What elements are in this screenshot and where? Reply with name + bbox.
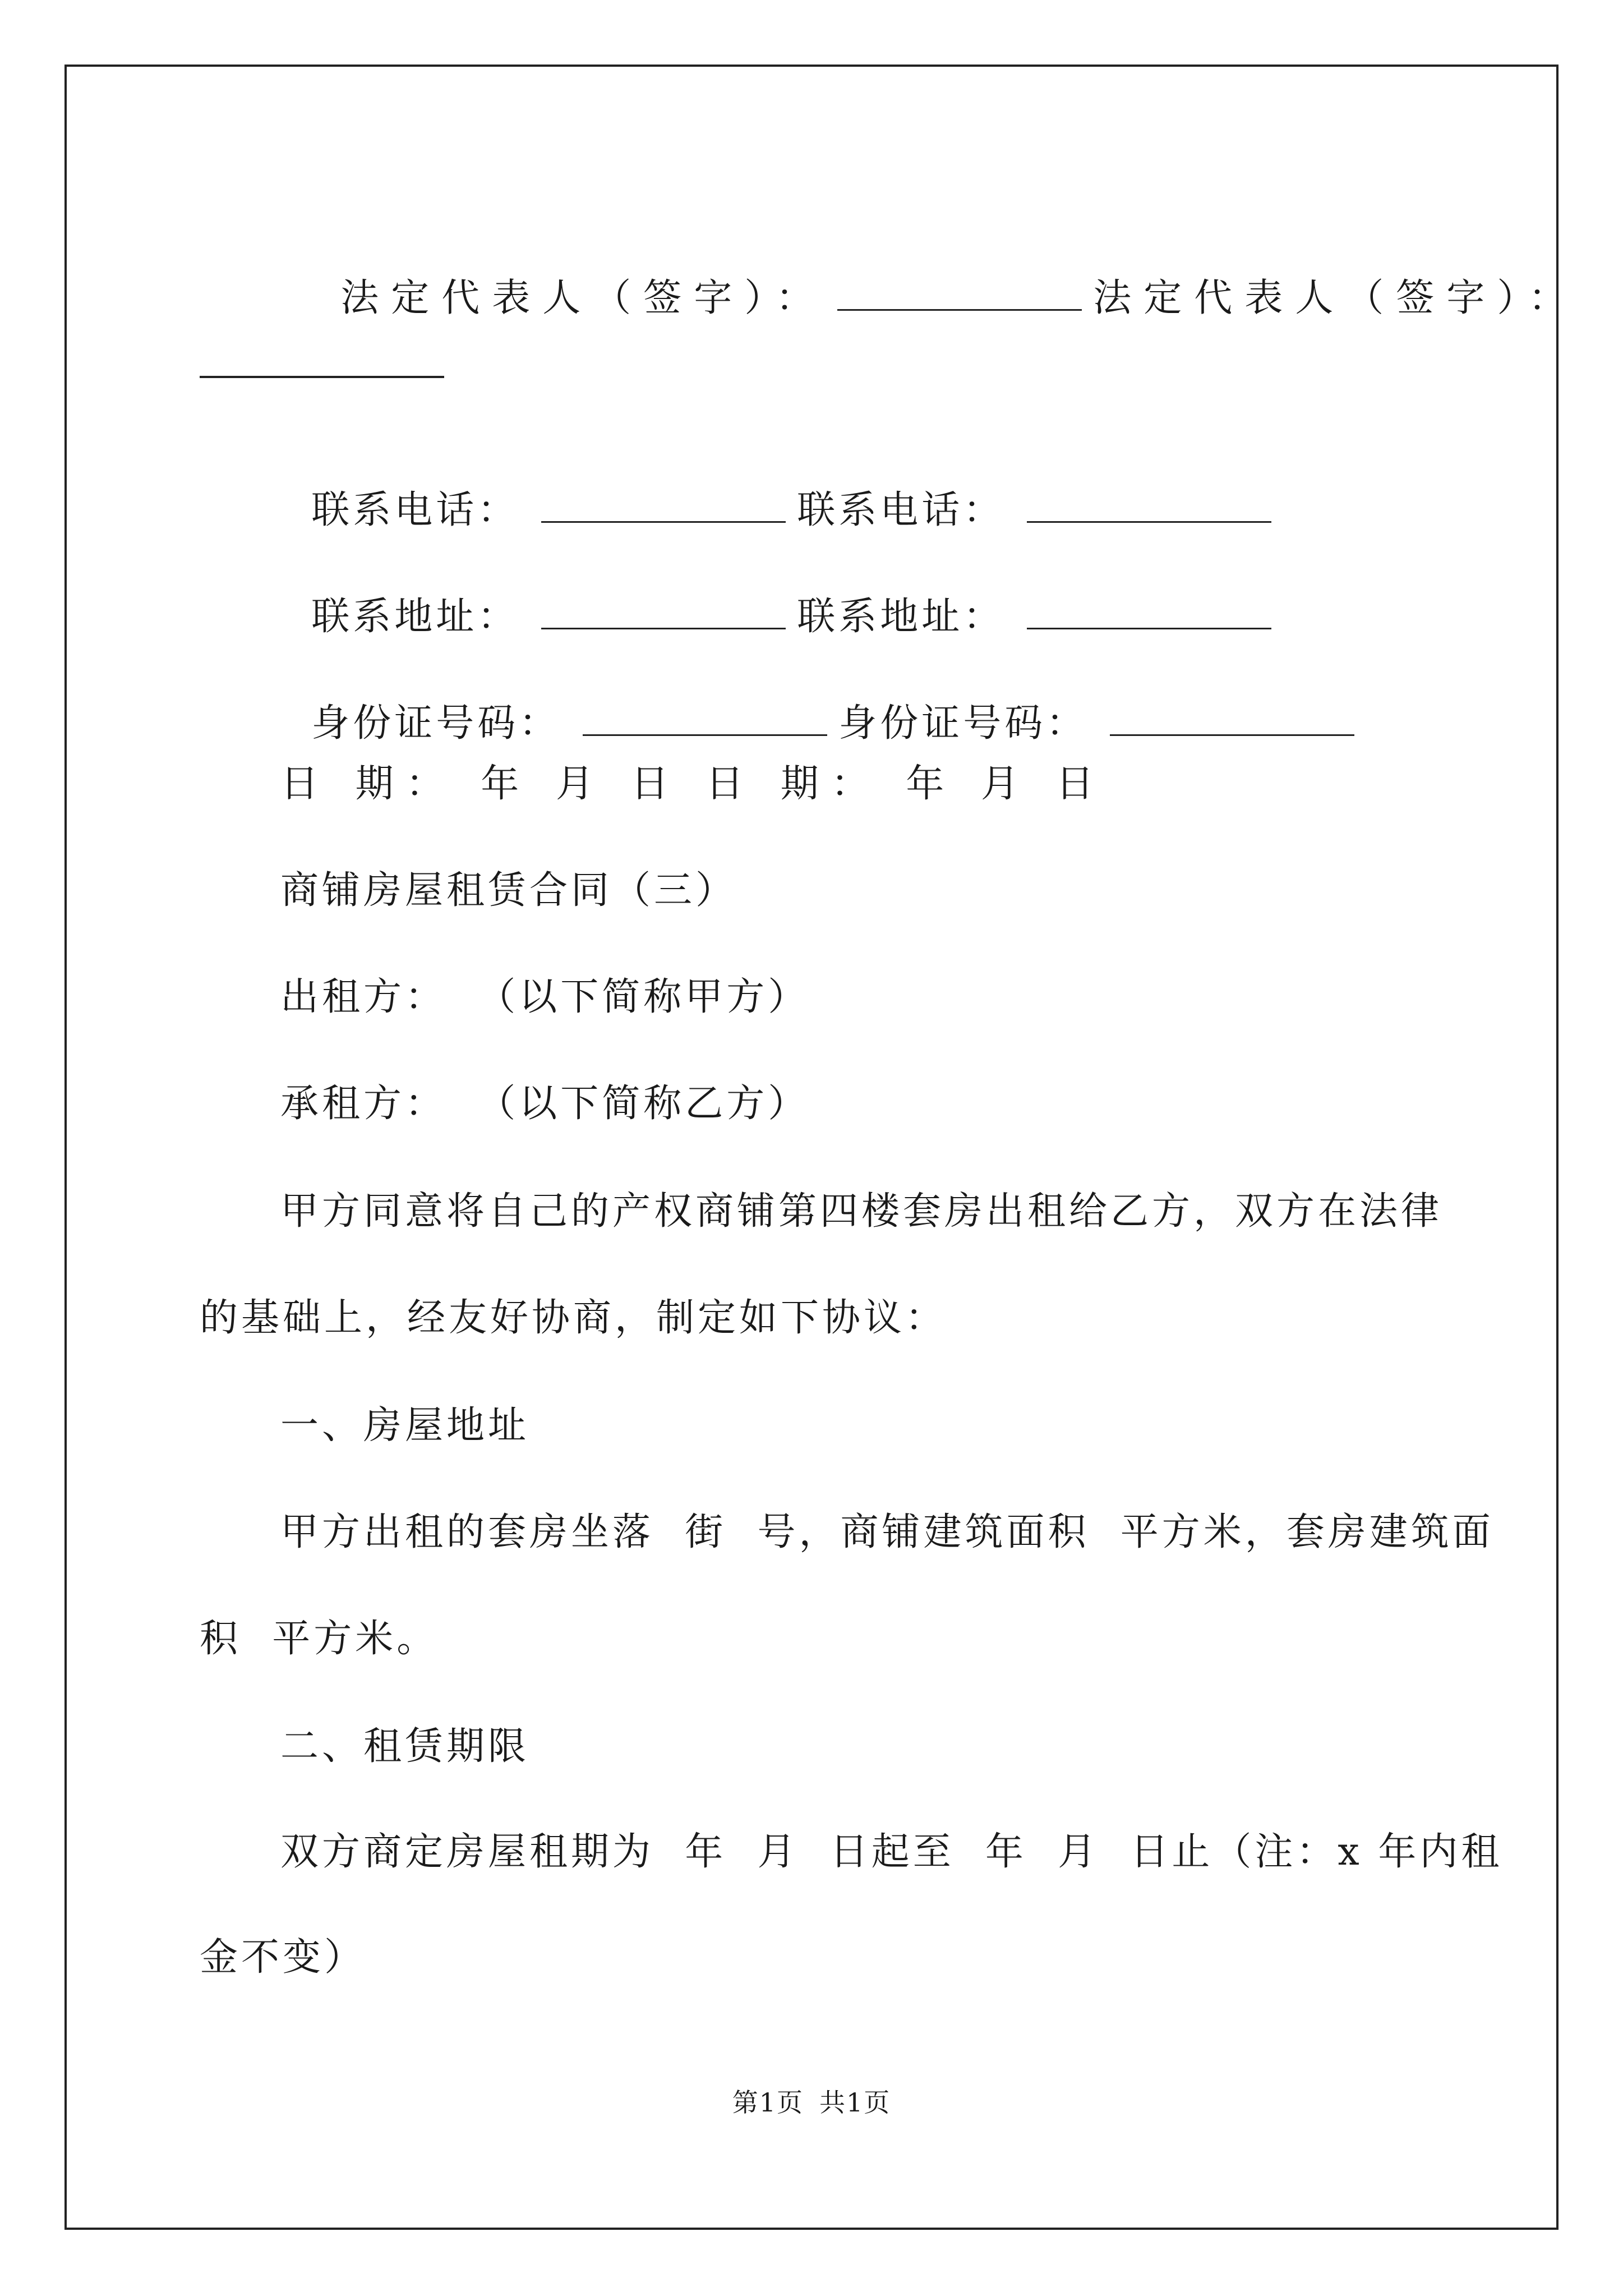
address-row — [280, 550, 1283, 639]
phone-row — [280, 443, 1283, 533]
id-label-b: 身份证号码： — [838, 701, 1088, 746]
section-1-line-2: 积 平方米。 — [200, 1617, 439, 1661]
contract-title: 商铺房屋租赁合同（三） — [280, 868, 737, 913]
section-2-line-1: 双方商定房屋租期为 年 月 日起至 年 月 日止（注：x 年内租 — [280, 1830, 1503, 1874]
intro-line-1: 甲方同意将自己的产权商铺第四楼套房出租给乙方，双方在法律 — [280, 1189, 1443, 1234]
date-row: 日 期： 年 月 日 日 期： 年 月 日 — [280, 762, 1106, 806]
phone-blank-b — [1027, 490, 1271, 523]
phone-blank-a — [541, 490, 786, 523]
legal-rep-blank-b — [200, 376, 444, 378]
section-2-title: 二、租赁期限 — [280, 1724, 530, 1769]
legal-rep-row — [292, 231, 1579, 321]
address-label-b: 联系地址： — [797, 595, 1005, 639]
lessee-line: 承租方： （以下简称乙方） — [280, 1082, 810, 1126]
page-total: 共1页 — [819, 2087, 891, 2118]
section-1-title: 一、房屋地址 — [280, 1404, 530, 1448]
intro-line-2: 的基础上，经友好协商，制定如下协议： — [200, 1296, 947, 1340]
phone-label-a: 联系电话： — [311, 488, 519, 532]
lessor-line: 出租方： （以下简称甲方） — [280, 975, 810, 1019]
id-blank-b — [1110, 703, 1354, 736]
address-blank-a — [541, 596, 786, 629]
legal-rep-blank-a — [837, 278, 1082, 311]
id-blank-a — [583, 703, 827, 736]
address-blank-b — [1027, 596, 1271, 629]
address-label-a: 联系地址： — [311, 595, 519, 639]
id-row — [280, 656, 1366, 746]
page-border — [64, 65, 1559, 2230]
section-2-line-2: 金不变） — [200, 1935, 366, 1980]
legal-rep-label-a: 法定代表人（签字）： — [340, 276, 827, 320]
legal-rep-label-b: 法定代表人（签字）： — [1093, 276, 1579, 320]
phone-label-b: 联系电话： — [797, 488, 1005, 532]
id-label-a: 身份证号码： — [311, 701, 561, 746]
section-1-line-1: 甲方出租的套房坐落 街 号，商铺建筑面积 平方米，套房建筑面 — [280, 1510, 1494, 1554]
page-footer — [0, 2087, 1623, 2118]
page-current: 第1页 — [732, 2087, 804, 2118]
